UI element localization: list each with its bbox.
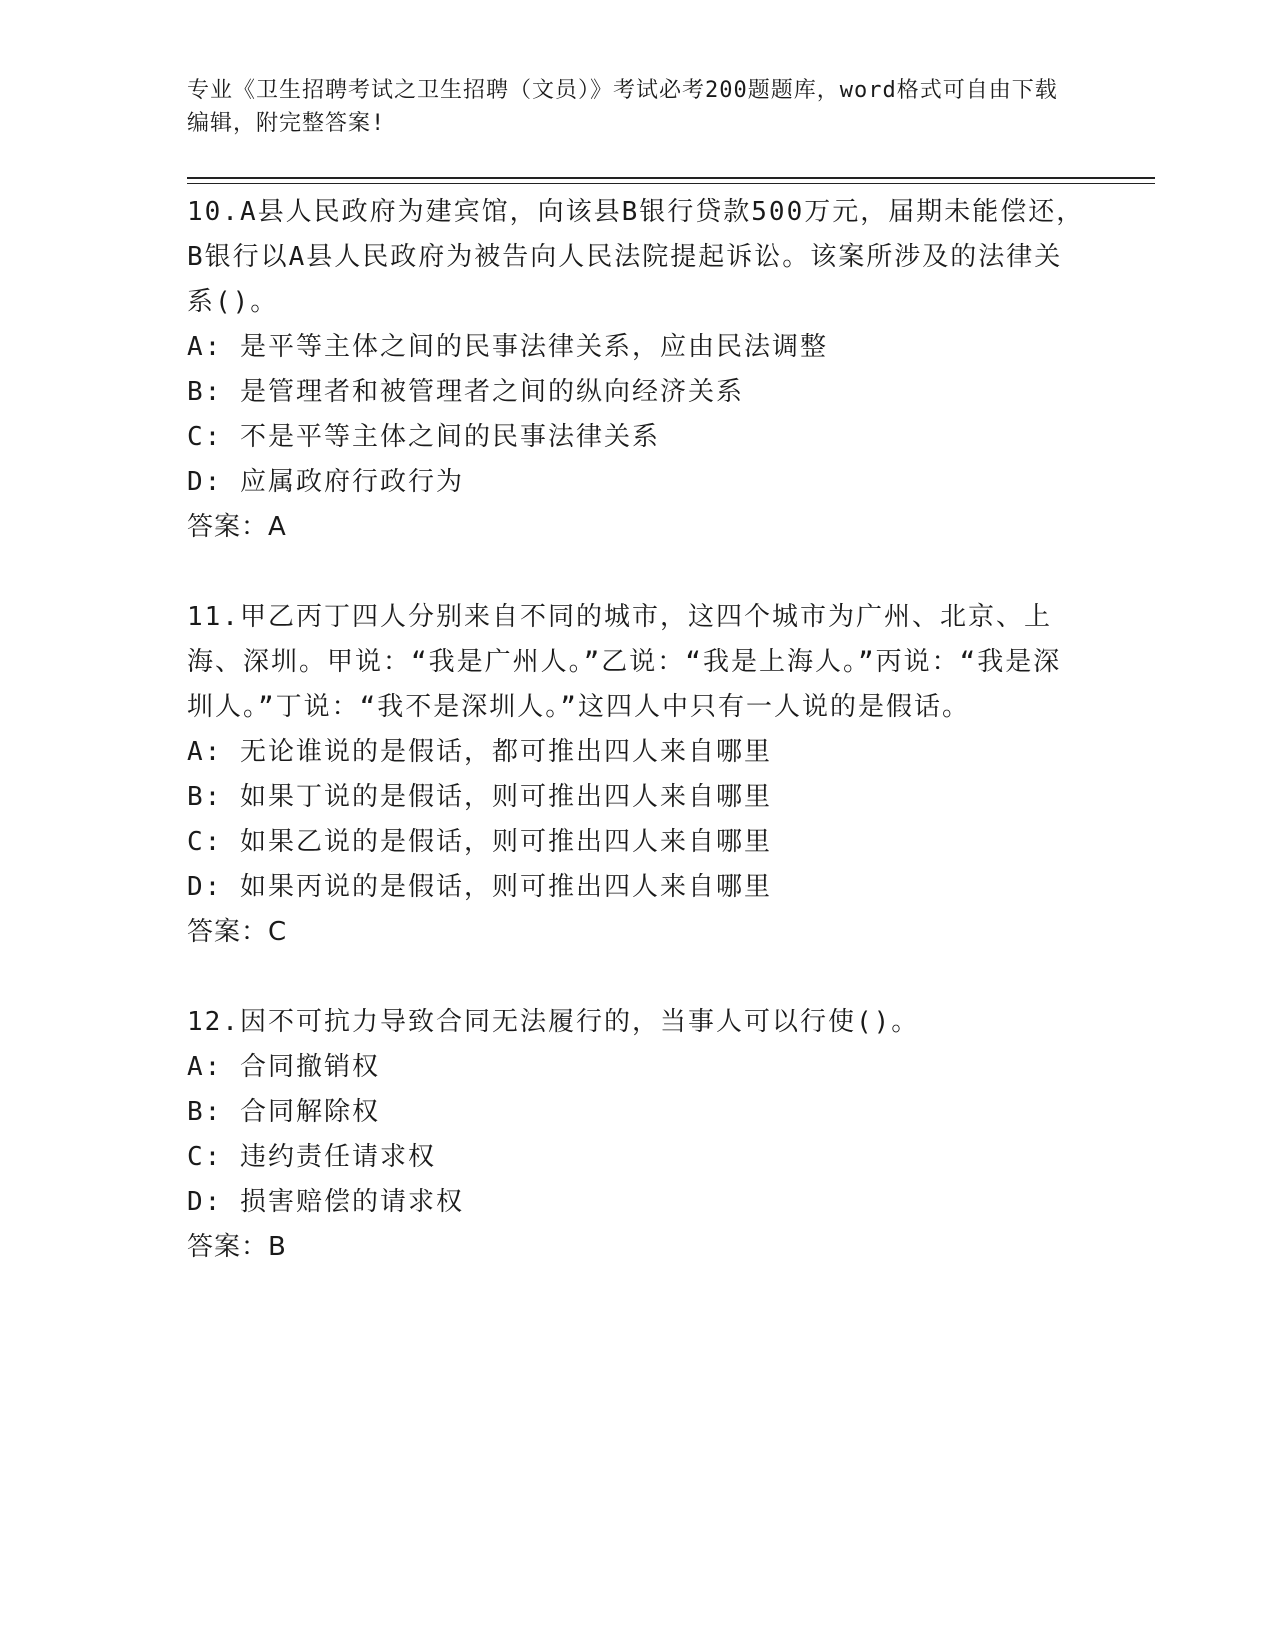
- option-a: A: 无论谁说的是假话，都可推出四人来自哪里: [187, 737, 772, 767]
- answer: 答案：B: [187, 1232, 287, 1262]
- header-divider-thin: [187, 183, 1155, 184]
- document-header: 专业《卫生招聘考试之卫生招聘（文员）》考试必考200题题库，word格式可自由下载编辑，附完整答案!: [187, 78, 1058, 136]
- question-stem: 10.A县人民政府为建宾馆，向该县B银行贷款500万元，届期未能偿还，B银行以A县人民政府为被告向人民法院提起诉讼。该案所涉及的法律关系()。: [187, 197, 1085, 317]
- option-a: A: 是平等主体之间的民事法律关系，应由民法调整: [187, 332, 828, 362]
- option-a: A: 合同撤销权: [187, 1052, 380, 1082]
- header-divider-thick: [187, 177, 1155, 179]
- question-stem: 12.因不可抗力导致合同无法履行的，当事人可以行使()。: [187, 1007, 920, 1037]
- option-b: B: 是管理者和被管理者之间的纵向经济关系: [187, 377, 744, 407]
- option-c: C: 如果乙说的是假话，则可推出四人来自哪里: [187, 827, 772, 857]
- question-12: [187, 1000, 1087, 1270]
- option-b: B: 合同解除权: [187, 1097, 380, 1127]
- option-c: C: 不是平等主体之间的民事法律关系: [187, 422, 660, 452]
- question-11: [187, 595, 1087, 955]
- option-d: D: 损害赔偿的请求权: [187, 1187, 464, 1217]
- option-b: B: 如果丁说的是假话，则可推出四人来自哪里: [187, 782, 772, 812]
- question-list: [187, 190, 1087, 1315]
- question-stem: 11.甲乙丙丁四人分别来自不同的城市，这四个城市为广州、北京、上海、深圳。甲说：“我是广州人。”乙说：“我是上海人。”丙说：“我是深圳人。”丁说：“我不是深圳人。”这四人中只有一人说的是假话。: [187, 602, 1062, 722]
- option-c: C: 违约责任请求权: [187, 1142, 436, 1172]
- option-d: D: 应属政府行政行为: [187, 467, 464, 497]
- option-d: D: 如果丙说的是假话，则可推出四人来自哪里: [187, 872, 772, 902]
- answer: 答案：A: [187, 512, 287, 542]
- answer: 答案：C: [187, 917, 288, 947]
- question-10: [187, 190, 1087, 550]
